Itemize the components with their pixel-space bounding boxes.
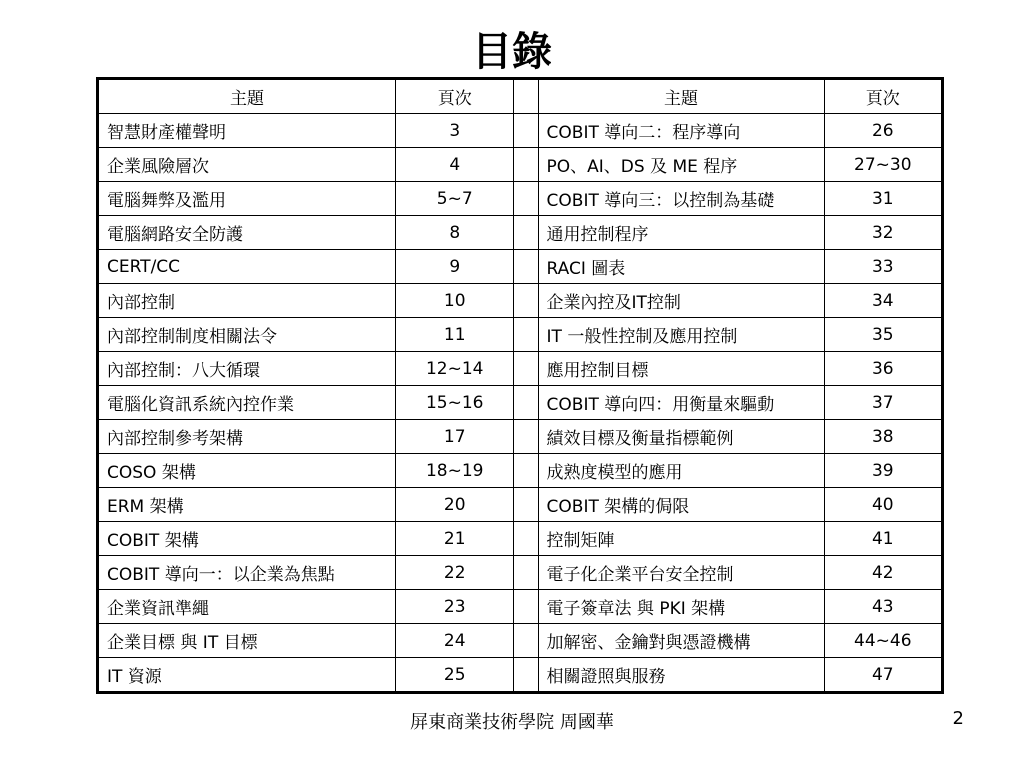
column-gap — [514, 318, 538, 352]
topic-cell-right: 企業內控及IT控制 — [538, 284, 824, 318]
page-cell-right: 33 — [824, 250, 942, 284]
topic-cell-left: 企業風險層次 — [98, 148, 396, 182]
topic-cell-left: ERM 架構 — [98, 488, 396, 522]
page-cell-left: 20 — [396, 488, 514, 522]
table-row — [98, 590, 943, 624]
page-cell-right: 26 — [824, 114, 942, 148]
page-cell-left: 15~16 — [396, 386, 514, 420]
column-gap — [514, 522, 538, 556]
column-gap — [514, 79, 538, 114]
table-row — [98, 454, 943, 488]
page-cell-left: 10 — [396, 284, 514, 318]
topic-cell-left: 內部控制參考架構 — [98, 420, 396, 454]
topic-cell-right: COBIT 架構的侷限 — [538, 488, 824, 522]
table-row — [98, 250, 943, 284]
page-cell-left: 5~7 — [396, 182, 514, 216]
table-row — [98, 522, 943, 556]
topic-cell-right: 控制矩陣 — [538, 522, 824, 556]
page-cell-right: 31 — [824, 182, 942, 216]
table-row — [98, 624, 943, 658]
topic-cell-right: COBIT 導向二：程序導向 — [538, 114, 824, 148]
column-gap — [514, 624, 538, 658]
topic-cell-right: 加解密、金鑰對與憑證機構 — [538, 624, 824, 658]
table-row — [98, 386, 943, 420]
page-cell-right: 39 — [824, 454, 942, 488]
header-page-left: 頁次 — [396, 79, 514, 114]
table-row — [98, 556, 943, 590]
page-cell-right: 34 — [824, 284, 942, 318]
header-topic-left: 主題 — [98, 79, 396, 114]
topic-cell-right: 績效目標及衡量指標範例 — [538, 420, 824, 454]
column-gap — [514, 488, 538, 522]
column-gap — [514, 556, 538, 590]
topic-cell-right: IT 一般性控制及應用控制 — [538, 318, 824, 352]
topic-cell-right: PO、AI、DS 及 ME 程序 — [538, 148, 824, 182]
page-cell-left: 11 — [396, 318, 514, 352]
table-row — [98, 284, 943, 318]
page-cell-left: 17 — [396, 420, 514, 454]
topic-cell-left: 企業目標 與 IT 目標 — [98, 624, 396, 658]
topic-cell-right: COBIT 導向三：以控制為基礎 — [538, 182, 824, 216]
page-cell-left: 18~19 — [396, 454, 514, 488]
table-row — [98, 420, 943, 454]
page-cell-right: 38 — [824, 420, 942, 454]
page-title: 目錄 — [472, 28, 552, 75]
page-cell-right: 42 — [824, 556, 942, 590]
page-cell-right: 37 — [824, 386, 942, 420]
page-cell-left: 25 — [396, 658, 514, 693]
table-header-row — [98, 79, 943, 114]
page-cell-right: 36 — [824, 352, 942, 386]
page-cell-left: 9 — [396, 250, 514, 284]
column-gap — [514, 658, 538, 693]
topic-cell-left: 電腦網路安全防護 — [98, 216, 396, 250]
topic-cell-left: 企業資訊準繩 — [98, 590, 396, 624]
table-row — [98, 352, 943, 386]
column-gap — [514, 148, 538, 182]
table-row — [98, 114, 943, 148]
topic-cell-left: COSO 架構 — [98, 454, 396, 488]
page-cell-left: 3 — [396, 114, 514, 148]
column-gap — [514, 114, 538, 148]
table-body — [98, 114, 943, 693]
topic-cell-right: 應用控制目標 — [538, 352, 824, 386]
page-cell-right: 27~30 — [824, 148, 942, 182]
column-gap — [514, 250, 538, 284]
column-gap — [514, 386, 538, 420]
table-row — [98, 658, 943, 693]
page-cell-left: 23 — [396, 590, 514, 624]
footer-author: 屏東商業技術學院 周國華 — [410, 712, 614, 733]
page-cell-right: 44~46 — [824, 624, 942, 658]
page-cell-left: 22 — [396, 556, 514, 590]
topic-cell-left: 內部控制：八大循環 — [98, 352, 396, 386]
topic-cell-left: 電腦舞弊及濫用 — [98, 182, 396, 216]
topic-cell-right: 成熟度模型的應用 — [538, 454, 824, 488]
topic-cell-left: 內部控制制度相關法令 — [98, 318, 396, 352]
topic-cell-left: 電腦化資訊系統內控作業 — [98, 386, 396, 420]
column-gap — [514, 590, 538, 624]
page-cell-left: 12~14 — [396, 352, 514, 386]
topic-cell-left: CERT/CC — [98, 250, 396, 284]
topic-cell-right: 電子化企業平台安全控制 — [538, 556, 824, 590]
page-cell-right: 32 — [824, 216, 942, 250]
topic-cell-left: 智慧財產權聲明 — [98, 114, 396, 148]
page-cell-left: 21 — [396, 522, 514, 556]
footer-page-number: 2 — [952, 708, 964, 729]
table-row — [98, 216, 943, 250]
topic-cell-right: 相關證照與服務 — [538, 658, 824, 693]
header-topic-right: 主題 — [538, 79, 824, 114]
column-gap — [514, 454, 538, 488]
topic-cell-left: 內部控制 — [98, 284, 396, 318]
column-gap — [514, 420, 538, 454]
page-cell-right: 40 — [824, 488, 942, 522]
page-cell-right: 47 — [824, 658, 942, 693]
page-cell-right: 35 — [824, 318, 942, 352]
topic-cell-left: COBIT 架構 — [98, 522, 396, 556]
topic-cell-left: IT 資源 — [98, 658, 396, 693]
header-page-right: 頁次 — [824, 79, 942, 114]
table-row — [98, 182, 943, 216]
table-row — [98, 318, 943, 352]
page-cell-left: 4 — [396, 148, 514, 182]
table-of-contents — [96, 77, 944, 694]
topic-cell-right: RACI 圖表 — [538, 250, 824, 284]
table-row — [98, 148, 943, 182]
column-gap — [514, 216, 538, 250]
table-row — [98, 488, 943, 522]
topic-cell-left: COBIT 導向一：以企業為焦點 — [98, 556, 396, 590]
column-gap — [514, 352, 538, 386]
page-cell-right: 41 — [824, 522, 942, 556]
page-cell-right: 43 — [824, 590, 942, 624]
page-cell-left: 24 — [396, 624, 514, 658]
topic-cell-right: COBIT 導向四：用衡量來驅動 — [538, 386, 824, 420]
column-gap — [514, 284, 538, 318]
topic-cell-right: 電子簽章法 與 PKI 架構 — [538, 590, 824, 624]
topic-cell-right: 通用控制程序 — [538, 216, 824, 250]
page-cell-left: 8 — [396, 216, 514, 250]
column-gap — [514, 182, 538, 216]
